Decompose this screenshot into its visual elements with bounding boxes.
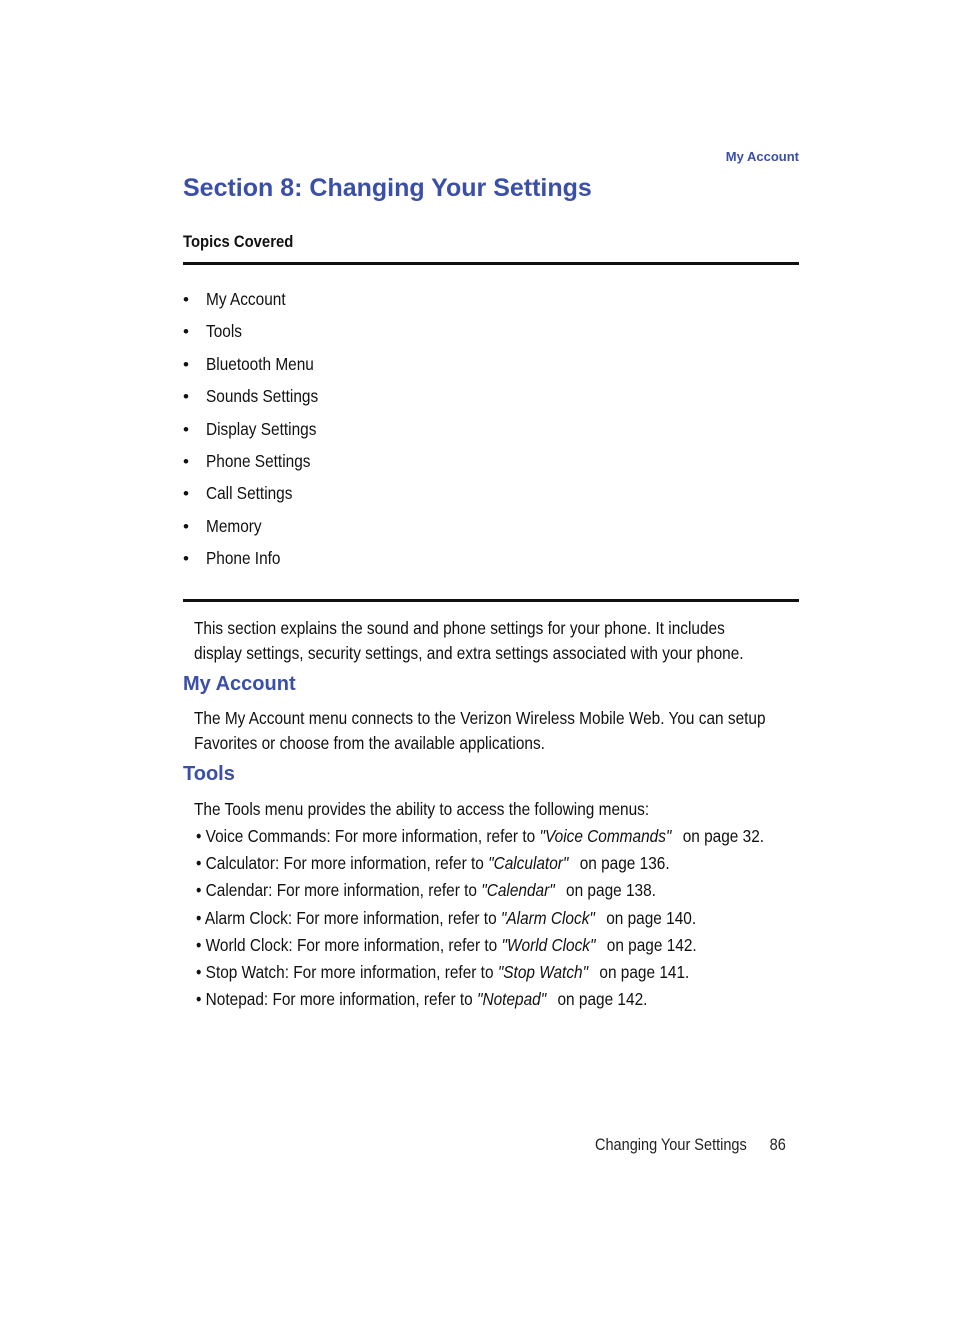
list-item [196,823,764,850]
topic-item-memory [183,512,333,544]
bullet: • [183,484,189,504]
topic-item-display-settings [183,415,333,447]
topics-bottom-rule [183,599,799,602]
my-account-line: Favorites or choose from the available applications. [194,732,545,753]
cross-reference: "Calendar" [481,880,555,901]
tools-heading: Tools [183,763,235,785]
page-footer [595,1136,786,1155]
item-text: • World Clock: For more information, refer to [196,934,502,955]
my-account-paragraph [194,706,766,755]
intro-paragraph [194,616,757,665]
list-item [196,959,764,986]
item-page: on page 141. [595,961,690,982]
section-title: Section 8: Changing Your Settings [183,174,592,202]
item-text: • Notepad: For more information, refer to [196,989,478,1010]
item-text: • Calculator: For more information, refer to [196,853,489,874]
intro-line: This section explains the sound and phone settings for your phone. It includes [194,618,725,638]
item-text: • Calendar: For more information, refer to [196,880,482,901]
cross-reference: "Alarm Clock" [500,907,595,928]
item-page: on page 142. [602,934,697,955]
my-account-heading: My Account [183,673,296,695]
topic-item-tools [183,317,333,349]
footer-chapter: Changing Your Settings [595,1136,747,1154]
tools-intro: The Tools menu provides the ability to access the following menus: [194,799,650,819]
my-account-line: The My Account menu connects to the Verizon Wireless Mobile Web. You can setup [194,708,766,728]
cross-reference: "Notepad" [477,989,547,1010]
topics-list [183,285,333,577]
topic-item-call-settings [183,479,333,511]
bullet: • [183,354,189,374]
topic-item-phone-info [183,544,333,576]
bullet: • [183,419,189,439]
list-item [196,932,764,959]
bullet: • [183,451,189,471]
item-page: on page 32. [678,826,765,846]
topic-item-bluetooth-menu [183,350,333,382]
topic-item-my-account [183,285,333,317]
running-header: My Account [725,149,799,164]
cross-reference: "Stop Watch" [497,961,589,982]
topic-label: Sounds Settings [206,386,319,407]
bullet: • [183,516,189,536]
bullet: • [183,387,189,407]
item-page: on page 136. [575,853,670,874]
topic-label: Tools [206,321,242,342]
cross-reference: "Voice Commands" [539,826,672,846]
topics-top-rule [183,262,799,265]
topic-label: Memory [206,515,262,536]
item-page: on page 142. [553,989,648,1010]
tools-list [196,823,764,1013]
item-text: • Stop Watch: For more information, refer to [196,961,498,982]
topics-heading: Topics Covered [183,233,294,251]
item-page: on page 138. [561,880,656,901]
cross-reference: "World Clock" [501,934,596,955]
item-text: • Alarm Clock: For more information, refer to [196,907,501,928]
item-page: on page 140. [601,907,697,928]
topic-label: Phone Info [206,548,281,569]
topic-item-sounds-settings [183,382,333,414]
topic-label: Phone Settings [206,450,311,471]
topic-label: Call Settings [206,483,293,504]
page-number: 86 [769,1136,786,1154]
cross-reference: "Calculator" [488,853,569,874]
topic-item-phone-settings [183,447,333,479]
list-item [196,986,764,1013]
list-item [196,905,764,932]
item-text: • Voice Commands: For more information, refer to [196,826,540,846]
topic-label: Bluetooth Menu [206,353,314,374]
intro-line: display settings, security settings, and extra settings associated with your phone. [194,642,744,663]
topic-label: Display Settings [206,418,317,439]
bullet: • [183,322,189,342]
list-item [196,877,764,904]
list-item [196,850,764,877]
bullet: • [183,290,189,309]
bullet: • [183,549,189,569]
topic-label: My Account [206,289,286,309]
